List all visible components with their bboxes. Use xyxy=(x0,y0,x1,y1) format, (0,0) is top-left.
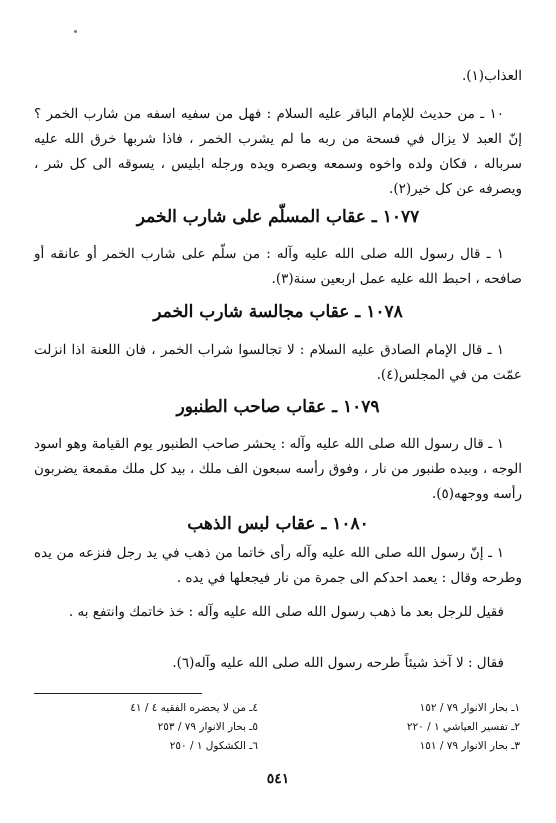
section-heading-1077: ١٠٧٧ ـ عقاب المسلّم على شارب الخمر xyxy=(136,207,420,227)
paragraph-1077-1: ١ ـ قال رسول الله صلى الله عليه وآله : من سلّم على شارب الخمر أو عانقه أو صافحه ، احبط الله عليه عمل اربعين سنة(٣). xyxy=(34,246,522,287)
paragraph-1078-1: ١ ـ قال الإمام الصادق عليه السلام : لا تجالسوا شراب الخمر ، فان اللعنة اذا انزلت عمّت من في المجلس(٤). xyxy=(34,342,522,383)
paragraph-hadith-10: ١٠ ـ من حديث للإمام الباقر عليه السلام : فهل من سفيه اسفه من شارب الخمر ؟ إنّ العبد لا يزال في فسحة من ربه ما لم يشرب الخمر ، فاذا شربها خرق الله عليه سرباله ، فكان ولده واخوه وسمعه وبصره ويده ورجله ابليس ، يسوقه الى كل شر ، ويصرفه عن كل خير(٢). xyxy=(34,106,522,197)
footnotes-right-column xyxy=(330,699,520,756)
footnote-4: ٤ـ من لا يحضره الفقيه ٤ / ٤١ xyxy=(130,702,258,714)
section-heading-1078: ١٠٧٨ ـ عقاب مجالسة شارب الخمر xyxy=(153,302,403,322)
paragraph-1079-1: ١ ـ قال رسول الله صلى الله عليه وآله : يحشر صاحب الطنبور يوم القيامة وهو اسود الوجه ، وبيده طنبور من نار ، وفوق رأسه سبعون الف ملك ، بيد كل ملك مقمعة يضربون رأسه ووجهه(٥). xyxy=(34,436,522,502)
paragraph-1080-1: ١ ـ إنّ رسول الله صلى الله عليه وآله رأى خاتما من ذهب في يد رجل فنزعه من يده وطرحه وقال : يعمد احدكم الى جمرة من نار فيجعلها في يده . xyxy=(34,545,522,586)
footnote-2: ٢ـ تفسير العياشي ١ / ٢٢٠ xyxy=(406,721,520,733)
section-heading-1079: ١٠٧٩ ـ عقاب صاحب الطنبور xyxy=(176,397,380,417)
footnote-1: ١ـ بحار الانوار ٧٩ / ١٥٢ xyxy=(419,702,520,714)
paragraph-1080-3: فقال : لا آخذ شيئاً طرحه رسول الله صلى الله عليه وآله(٦). xyxy=(172,655,504,671)
footnote-3: ٣ـ بحار الانوار ٧٩ / ١٥١ xyxy=(419,740,520,752)
paragraph-1080-2: فقيل للرجل بعد ما ذهب رسول الله صلى الله عليه وآله : خذ خاتمك وانتفع به . xyxy=(68,604,504,620)
page-number: ٥٤١ xyxy=(266,771,290,787)
footnote-divider xyxy=(34,693,202,694)
footnotes-left-column xyxy=(38,699,258,756)
ink-speck xyxy=(74,30,77,33)
footnote-6: ٦ـ الكشكول ١ / ٢٥٠ xyxy=(169,740,258,752)
paragraph-intro-ending: العذاب(١). xyxy=(461,68,522,84)
section-heading-1080: ١٠٨٠ ـ عقاب لبس الذهب xyxy=(187,514,369,534)
footnote-5: ٥ـ بحار الانوار ٧٩ / ٢٥٣ xyxy=(157,721,258,733)
